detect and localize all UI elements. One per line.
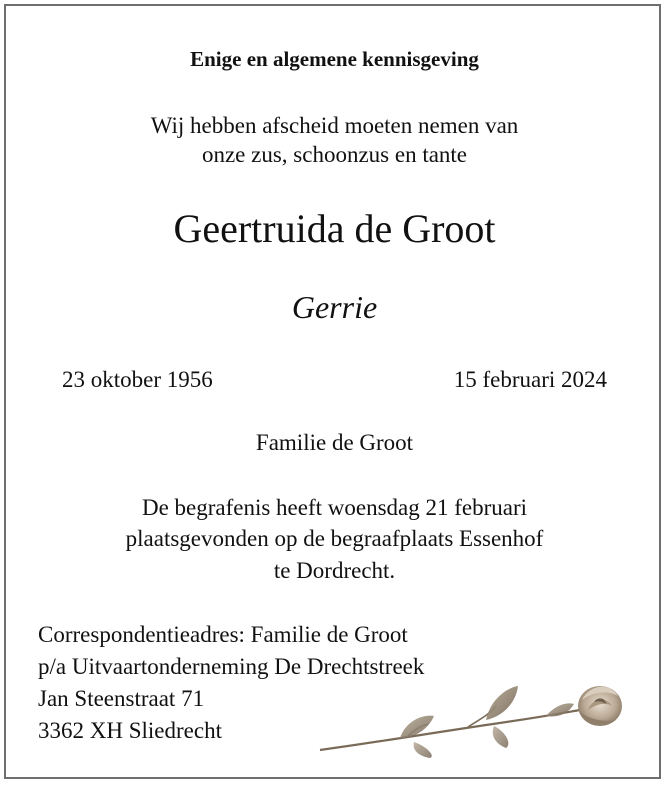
address-line-2: p/a Uitvaartonderneming De Drechtstreek — [38, 654, 425, 679]
intro-line-2: onze zus, schoonzus en tante — [201, 142, 468, 167]
rose-icon — [318, 676, 628, 758]
deceased-nickname: Gerrie — [291, 289, 378, 325]
intro-line-1: Wij hebben afscheid moeten nemen van — [150, 113, 519, 138]
death-date: 15 februari 2024 — [453, 367, 607, 392]
funeral-line-2: plaatsgevonden op de begraafplaats Essenhof — [125, 526, 544, 551]
funeral-line-3: te Dordrecht. — [273, 558, 396, 583]
deceased-name: Geertruida de Groot — [173, 206, 496, 251]
birth-date: 23 oktober 1956 — [62, 367, 213, 392]
funeral-line-1: De begrafenis heeft woensdag 21 februari — [141, 495, 528, 520]
family-signature: Familie de Groot — [255, 430, 414, 455]
address-line-4: 3362 XH Sliedrecht — [38, 718, 222, 743]
address-line-1: Correspondentieadres: Familie de Groot — [38, 622, 408, 647]
address-line-3: Jan Steenstraat 71 — [38, 686, 205, 711]
notice-heading: Enige en algemene kennisgeving — [190, 47, 479, 71]
